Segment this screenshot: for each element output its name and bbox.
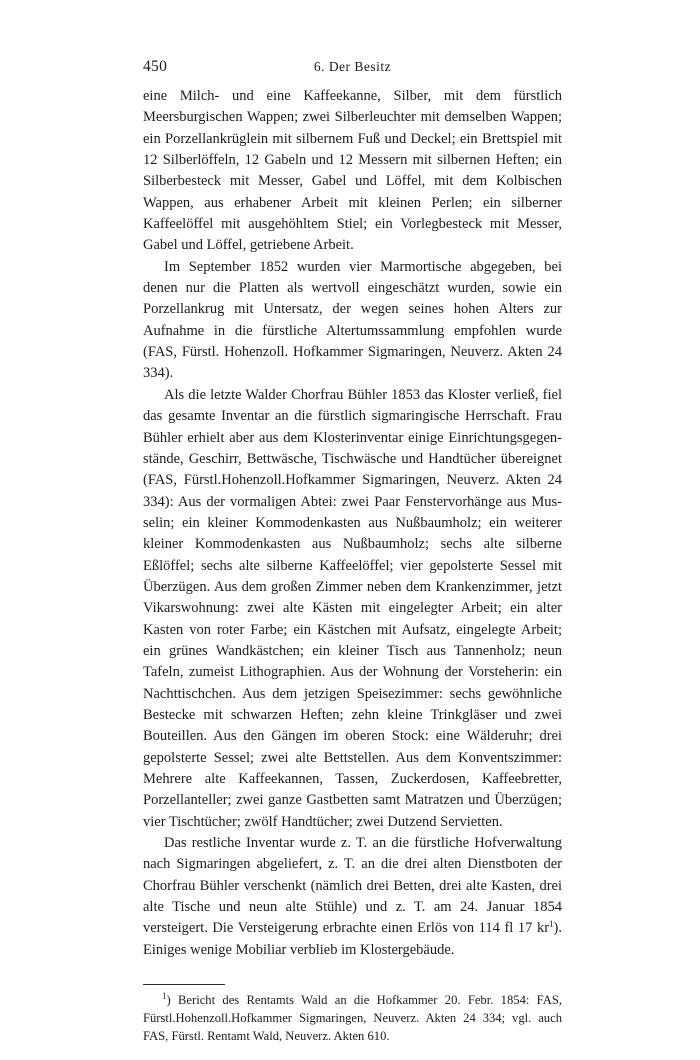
- footnote-reference: 1: [549, 919, 554, 930]
- paragraph-marble-tables: Im September 1852 wurden vier Marmortische abgegeben, bei denen nur die Platten als wertvoll eingeschätzt wurden, sowie ein Porzellankrug mit Untersatz, der wegen seines hohen Alters zur Aufnahme in die fürstliche Altertumssammlung empfohlen wurde (FAS, Fürstl. Hohenzoll. Hofkammer Sigmaringen, Neuverz. Akten 24 334).: [143, 258, 562, 382]
- footnote: [143, 991, 562, 1045]
- footnote-mark-suffix: ): [166, 993, 171, 1008]
- book-page: [143, 58, 562, 1045]
- paragraph-inventory-list: Als die letzte Walder Chorfrau Bühler 1853 das Kloster verließ, fiel das gesamte Inventar an die fürstlich sigmaringische Herrschaft. Frau Bühler erhielt aber aus dem Klosterinventar einige Einrichtungsgegenstände, Geschirr, Bettwäsche, Tischwäsche und Handtücher übereignet (FAS, Fürstl.Hohenzoll.Hofkammer Sigmaringen, Neuverz. Akten 24 334): Aus der vormaligen Abtei: zwei Paar Fenstervorhänge aus Musselin; ein kleiner Kommodenkasten aus Nußbaumholz; ein weiterer kleiner Kommodenkasten aus Nußbaumholz; sechs alte silberne Eßlöffel; sechs alte silberne Kaffeelöffel; vier gepolsterte Sessel mit Überzügen. Aus dem großen Zimmer neben dem Krankenzimmer, jetzt Vikarswohnung: zwei alte Kästen mit eingelegter Arbeit; ein alter Kasten von roter Farbe; ein Kästchen mit Aufsatz, eingelegte Arbeit; ein grünes Wandkästchen; ein kleiner Tisch aus Tannenholz; neun Tafeln, zumeist Lithographien. Aus der Wohnung der Vorsteherin: ein Nachttischchen. Aus dem jetzigen Speisezimmer: sechs gewöhnliche Bestecke mit schwarzen Heften; zehn kleine Trinkgläser und zwei Bouteillen. Aus den Gängen im oberen Stock: eine Wälderuhr; drei gepolsterte Sessel; zwei alte Bettstellen. Aus dem Konventszimmer: Mehrere alte Kaffeekannen, Tassen, Zuckerdosen, Kaffeebretter, Porzellanteller; zwei ganze Gastbetten samt Matratzen und Überzügen; vier Tischtücher; zwölf Handtücher; zwei Dutzend Servietten.: [143, 386, 562, 830]
- running-head: [143, 58, 562, 82]
- paragraph-auction-text: Das restliche Inventar wurde z. T. an die fürstliche Hofverwaltung nach Sigmaringen abgeliefert, z. T. an die drei alten Dienstboten der Chorfrau Bühler verschenkt (nämlich drei Betten, drei alte Kasten, drei alte Tische und neun alte Stühle) und z. T. am 24. Januar 1854 versteigert. Die Versteigerung erbrachte einen Erlös von 114 fl 17 kr: [143, 835, 562, 937]
- paragraph-auction-tail: ). Einiges wenige Mobiliar verblieb im Klostergebäude.: [143, 920, 562, 958]
- paragraph-auction: [143, 833, 562, 961]
- footnote-mark: 1: [162, 991, 167, 1002]
- body-text: [143, 86, 562, 961]
- footnote-text: [143, 991, 562, 1045]
- paragraph-continued: eine Milch- und eine Kaffeekanne, Silber, mit dem fürstlich Meersburgischen Wappen; zwei Silberleuchter mit demselben Wappen; ein Porzellankrüglein mit silbernem Fuß und Deckel; ein Brettspiel mit 12 Silberlöffeln, 12 Gabeln und 12 Messern mit silbernen Heften; ein Silberbesteck mit Messer, Gabel und Löffel, mit dem Kolbischen Wappen, aus erhabener Arbeit mit kleinen Perlen; ein silberner Kaffeelöffel mit ausgehöhltem Stiel; ein Vorlegbesteck mit Messer, Gabel und Löffel, getriebene Arbeit.: [143, 88, 562, 254]
- page-number: 450: [143, 58, 168, 75]
- footnote-divider: [143, 984, 225, 985]
- footnote-body: Bericht des Rentamts Wald an die Hofkammer 20. Febr. 1854: FAS, Fürstl.Hohenzoll.Hofkammer Sigmaringen, Neuverz. Akten 24 334; vgl. auch FAS, Fürstl. Rentamt Wald, Neuverz. Akten 610.: [143, 993, 562, 1044]
- chapter-title: 6. Der Besitz: [313, 59, 392, 74]
